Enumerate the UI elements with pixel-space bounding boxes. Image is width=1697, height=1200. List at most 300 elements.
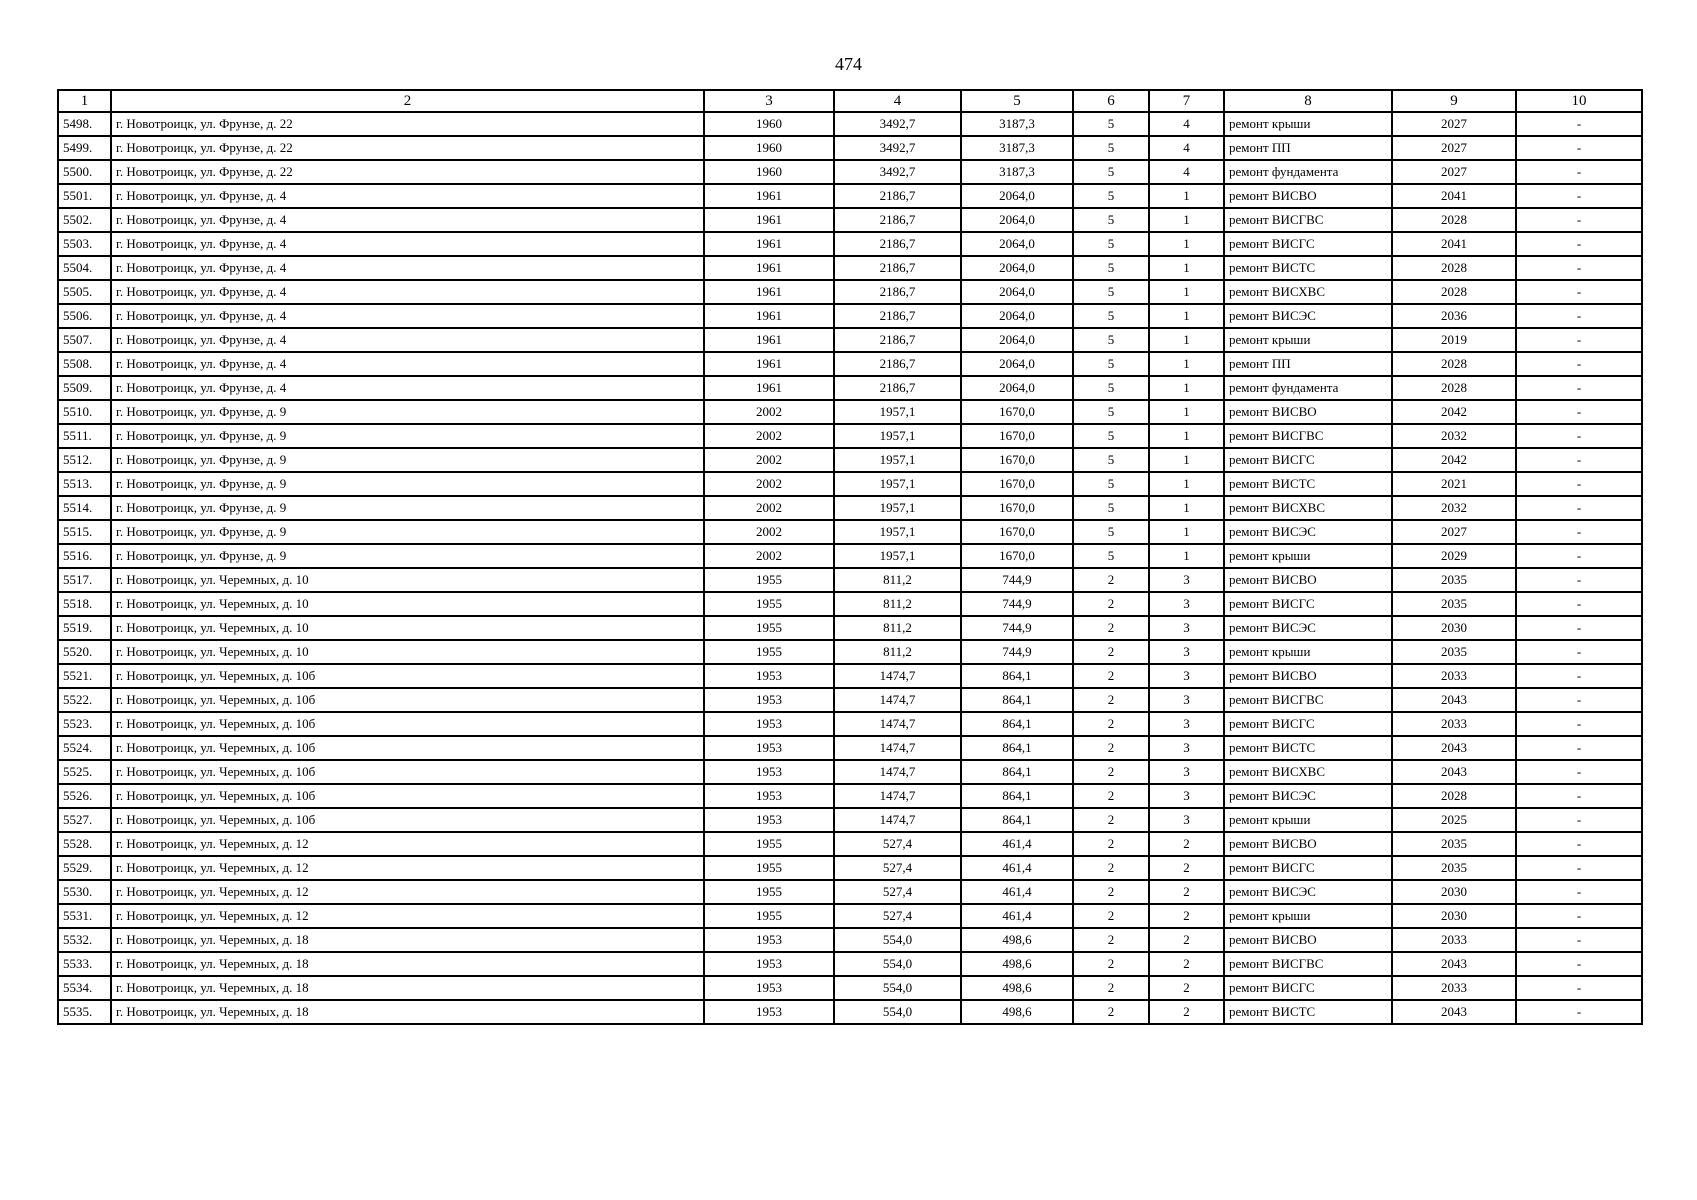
table-row: [58, 808, 1642, 832]
table-row: [58, 112, 1642, 136]
plan-year-cell: 2028: [1392, 280, 1516, 304]
floors-cell: 2: [1073, 1000, 1149, 1024]
table-row: [58, 424, 1642, 448]
row-number-cell: 5518.: [58, 592, 111, 616]
note-cell: -: [1516, 448, 1642, 472]
note-cell: -: [1516, 688, 1642, 712]
total-area-cell: 554,0: [834, 1000, 961, 1024]
total-area-cell: 811,2: [834, 568, 961, 592]
living-area-cell: 2064,0: [961, 208, 1073, 232]
work-type-cell: ремонт ПП: [1224, 352, 1392, 376]
row-number-cell: 5529.: [58, 856, 111, 880]
row-number-cell: 5532.: [58, 928, 111, 952]
page-number: 474: [835, 54, 862, 74]
floors-cell: 2: [1073, 712, 1149, 736]
plan-year-cell: 2042: [1392, 400, 1516, 424]
work-type-cell: ремонт ВИСТС: [1224, 736, 1392, 760]
total-area-cell: 811,2: [834, 640, 961, 664]
plan-year-cell: 2035: [1392, 832, 1516, 856]
year-built-cell: 1961: [704, 256, 834, 280]
year-built-cell: 1953: [704, 784, 834, 808]
row-number-cell: 5510.: [58, 400, 111, 424]
year-built-cell: 1960: [704, 160, 834, 184]
living-area-cell: 2064,0: [961, 376, 1073, 400]
table-row: [58, 952, 1642, 976]
address-cell: г. Новотроицк, ул. Фрунзе, д. 9: [111, 472, 704, 496]
work-type-cell: ремонт ВИСВО: [1224, 664, 1392, 688]
floors-cell: 2: [1073, 760, 1149, 784]
year-built-cell: 1961: [704, 280, 834, 304]
floors-cell: 5: [1073, 376, 1149, 400]
plan-year-cell: 2029: [1392, 544, 1516, 568]
work-type-cell: ремонт крыши: [1224, 328, 1392, 352]
note-cell: -: [1516, 712, 1642, 736]
address-cell: г. Новотроицк, ул. Черемных, д. 18: [111, 928, 704, 952]
plan-year-cell: 2030: [1392, 904, 1516, 928]
floors-cell: 2: [1073, 976, 1149, 1000]
plan-year-cell: 2035: [1392, 568, 1516, 592]
year-built-cell: 1955: [704, 616, 834, 640]
living-area-cell: 461,4: [961, 832, 1073, 856]
floors-cell: 5: [1073, 160, 1149, 184]
note-cell: -: [1516, 160, 1642, 184]
total-area-cell: 1474,7: [834, 664, 961, 688]
total-area-cell: 2186,7: [834, 232, 961, 256]
living-area-cell: 3187,3: [961, 160, 1073, 184]
plan-year-cell: 2021: [1392, 472, 1516, 496]
total-area-cell: 554,0: [834, 928, 961, 952]
entrances-cell: 1: [1149, 448, 1224, 472]
entrances-cell: 3: [1149, 640, 1224, 664]
table-row: [58, 832, 1642, 856]
entrances-cell: 1: [1149, 352, 1224, 376]
table-row: [58, 136, 1642, 160]
address-cell: г. Новотроицк, ул. Фрунзе, д. 9: [111, 448, 704, 472]
living-area-cell: 2064,0: [961, 304, 1073, 328]
note-cell: -: [1516, 472, 1642, 496]
floors-cell: 2: [1073, 808, 1149, 832]
entrances-cell: 1: [1149, 400, 1224, 424]
total-area-cell: 811,2: [834, 592, 961, 616]
floors-cell: 5: [1073, 472, 1149, 496]
total-area-cell: 554,0: [834, 976, 961, 1000]
address-cell: г. Новотроицк, ул. Черемных, д. 12: [111, 856, 704, 880]
table-row: [58, 160, 1642, 184]
address-cell: г. Новотроицк, ул. Фрунзе, д. 4: [111, 352, 704, 376]
work-type-cell: ремонт ВИСЭС: [1224, 880, 1392, 904]
total-area-cell: 2186,7: [834, 304, 961, 328]
floors-cell: 5: [1073, 352, 1149, 376]
floors-cell: 5: [1073, 256, 1149, 280]
year-built-cell: 1955: [704, 832, 834, 856]
plan-year-cell: 2043: [1392, 760, 1516, 784]
year-built-cell: 1955: [704, 904, 834, 928]
year-built-cell: 2002: [704, 424, 834, 448]
living-area-cell: 744,9: [961, 616, 1073, 640]
floors-cell: 5: [1073, 208, 1149, 232]
total-area-cell: 811,2: [834, 616, 961, 640]
year-built-cell: 1953: [704, 736, 834, 760]
table-row: [58, 736, 1642, 760]
entrances-cell: 2: [1149, 832, 1224, 856]
plan-year-cell: 2041: [1392, 232, 1516, 256]
table-row: [58, 400, 1642, 424]
table-row: [58, 664, 1642, 688]
table-row: [58, 448, 1642, 472]
plan-year-cell: 2028: [1392, 256, 1516, 280]
year-built-cell: 1961: [704, 304, 834, 328]
living-area-cell: 744,9: [961, 568, 1073, 592]
living-area-cell: 2064,0: [961, 256, 1073, 280]
living-area-cell: 744,9: [961, 640, 1073, 664]
work-type-cell: ремонт ВИСТС: [1224, 472, 1392, 496]
floors-cell: 2: [1073, 952, 1149, 976]
year-built-cell: 1953: [704, 976, 834, 1000]
plan-year-cell: 2033: [1392, 928, 1516, 952]
total-area-cell: 527,4: [834, 880, 961, 904]
work-type-cell: ремонт ВИСГС: [1224, 232, 1392, 256]
address-cell: г. Новотроицк, ул. Фрунзе, д. 22: [111, 136, 704, 160]
work-type-cell: ремонт ВИСГВС: [1224, 208, 1392, 232]
note-cell: -: [1516, 832, 1642, 856]
table-row: [58, 376, 1642, 400]
row-number-cell: 5513.: [58, 472, 111, 496]
plan-year-cell: 2033: [1392, 976, 1516, 1000]
work-type-cell: ремонт фундамента: [1224, 160, 1392, 184]
row-number-cell: 5522.: [58, 688, 111, 712]
plan-year-cell: 2027: [1392, 520, 1516, 544]
plan-year-cell: 2035: [1392, 856, 1516, 880]
address-cell: г. Новотроицк, ул. Фрунзе, д. 9: [111, 496, 704, 520]
row-number-cell: 5499.: [58, 136, 111, 160]
column-header: 4: [834, 90, 961, 112]
row-number-cell: 5502.: [58, 208, 111, 232]
note-cell: -: [1516, 280, 1642, 304]
total-area-cell: 2186,7: [834, 184, 961, 208]
address-cell: г. Новотроицк, ул. Фрунзе, д. 22: [111, 160, 704, 184]
year-built-cell: 1961: [704, 352, 834, 376]
row-number-cell: 5505.: [58, 280, 111, 304]
floors-cell: 2: [1073, 784, 1149, 808]
row-number-cell: 5533.: [58, 952, 111, 976]
total-area-cell: 1474,7: [834, 760, 961, 784]
living-area-cell: 1670,0: [961, 520, 1073, 544]
address-cell: г. Новотроицк, ул. Фрунзе, д. 9: [111, 400, 704, 424]
plan-year-cell: 2019: [1392, 328, 1516, 352]
row-number-cell: 5504.: [58, 256, 111, 280]
note-cell: -: [1516, 328, 1642, 352]
plan-year-cell: 2041: [1392, 184, 1516, 208]
living-area-cell: 2064,0: [961, 232, 1073, 256]
note-cell: -: [1516, 880, 1642, 904]
entrances-cell: 3: [1149, 664, 1224, 688]
row-number-cell: 5506.: [58, 304, 111, 328]
floors-cell: 2: [1073, 568, 1149, 592]
floors-cell: 5: [1073, 112, 1149, 136]
row-number-cell: 5534.: [58, 976, 111, 1000]
column-header: 6: [1073, 90, 1149, 112]
living-area-cell: 864,1: [961, 712, 1073, 736]
note-cell: -: [1516, 376, 1642, 400]
work-type-cell: ремонт ВИСТС: [1224, 256, 1392, 280]
living-area-cell: 2064,0: [961, 280, 1073, 304]
work-type-cell: ремонт ВИСВО: [1224, 832, 1392, 856]
address-cell: г. Новотроицк, ул. Фрунзе, д. 4: [111, 256, 704, 280]
note-cell: -: [1516, 304, 1642, 328]
living-area-cell: 461,4: [961, 856, 1073, 880]
entrances-cell: 1: [1149, 304, 1224, 328]
column-header: 1: [58, 90, 111, 112]
living-area-cell: 864,1: [961, 808, 1073, 832]
total-area-cell: 527,4: [834, 856, 961, 880]
floors-cell: 2: [1073, 616, 1149, 640]
address-cell: г. Новотроицк, ул. Черемных, д. 12: [111, 832, 704, 856]
floors-cell: 2: [1073, 904, 1149, 928]
table-row: [58, 568, 1642, 592]
floors-cell: 5: [1073, 304, 1149, 328]
table-row: [58, 784, 1642, 808]
living-area-cell: 1670,0: [961, 448, 1073, 472]
row-number-cell: 5524.: [58, 736, 111, 760]
entrances-cell: 4: [1149, 136, 1224, 160]
row-number-cell: 5519.: [58, 616, 111, 640]
total-area-cell: 527,4: [834, 832, 961, 856]
note-cell: -: [1516, 568, 1642, 592]
row-number-cell: 5525.: [58, 760, 111, 784]
entrances-cell: 2: [1149, 928, 1224, 952]
address-cell: г. Новотроицк, ул. Фрунзе, д. 9: [111, 520, 704, 544]
floors-cell: 2: [1073, 832, 1149, 856]
year-built-cell: 1955: [704, 856, 834, 880]
note-cell: -: [1516, 256, 1642, 280]
note-cell: -: [1516, 520, 1642, 544]
address-cell: г. Новотроицк, ул. Черемных, д. 10: [111, 640, 704, 664]
year-built-cell: 1953: [704, 760, 834, 784]
entrances-cell: 1: [1149, 424, 1224, 448]
living-area-cell: 864,1: [961, 664, 1073, 688]
floors-cell: 5: [1073, 448, 1149, 472]
address-cell: г. Новотроицк, ул. Фрунзе, д. 9: [111, 544, 704, 568]
table-row: [58, 544, 1642, 568]
table-row: [58, 592, 1642, 616]
row-number-cell: 5530.: [58, 880, 111, 904]
total-area-cell: 1957,1: [834, 424, 961, 448]
plan-year-cell: 2030: [1392, 880, 1516, 904]
year-built-cell: 1955: [704, 640, 834, 664]
work-type-cell: ремонт крыши: [1224, 904, 1392, 928]
address-cell: г. Новотроицк, ул. Фрунзе, д. 4: [111, 208, 704, 232]
entrances-cell: 1: [1149, 232, 1224, 256]
table-body: [58, 112, 1642, 1024]
total-area-cell: 554,0: [834, 952, 961, 976]
work-type-cell: ремонт ВИСХВС: [1224, 760, 1392, 784]
address-cell: г. Новотроицк, ул. Фрунзе, д. 9: [111, 424, 704, 448]
row-number-cell: 5523.: [58, 712, 111, 736]
table-row: [58, 928, 1642, 952]
total-area-cell: 3492,7: [834, 112, 961, 136]
plan-year-cell: 2028: [1392, 784, 1516, 808]
table-row: [58, 184, 1642, 208]
address-cell: г. Новотроицк, ул. Черемных, д. 10б: [111, 760, 704, 784]
plan-year-cell: 2035: [1392, 592, 1516, 616]
floors-cell: 2: [1073, 664, 1149, 688]
living-area-cell: 498,6: [961, 976, 1073, 1000]
work-type-cell: ремонт ВИСГВС: [1224, 424, 1392, 448]
row-number-cell: 5507.: [58, 328, 111, 352]
plan-year-cell: 2027: [1392, 112, 1516, 136]
plan-year-cell: 2030: [1392, 616, 1516, 640]
plan-year-cell: 2043: [1392, 952, 1516, 976]
living-area-cell: 498,6: [961, 952, 1073, 976]
plan-year-cell: 2027: [1392, 136, 1516, 160]
total-area-cell: 1474,7: [834, 688, 961, 712]
total-area-cell: 1474,7: [834, 808, 961, 832]
entrances-cell: 3: [1149, 688, 1224, 712]
work-type-cell: ремонт ВИСГС: [1224, 856, 1392, 880]
plan-year-cell: 2042: [1392, 448, 1516, 472]
living-area-cell: 1670,0: [961, 424, 1073, 448]
floors-cell: 2: [1073, 736, 1149, 760]
living-area-cell: 2064,0: [961, 184, 1073, 208]
note-cell: -: [1516, 904, 1642, 928]
table-row: [58, 640, 1642, 664]
table-row: [58, 328, 1642, 352]
plan-year-cell: 2033: [1392, 712, 1516, 736]
row-number-cell: 5508.: [58, 352, 111, 376]
entrances-cell: 2: [1149, 856, 1224, 880]
year-built-cell: 1953: [704, 664, 834, 688]
address-cell: г. Новотроицк, ул. Черемных, д. 12: [111, 904, 704, 928]
address-cell: г. Новотроицк, ул. Черемных, д. 10б: [111, 736, 704, 760]
year-built-cell: 2002: [704, 448, 834, 472]
note-cell: -: [1516, 208, 1642, 232]
row-number-cell: 5511.: [58, 424, 111, 448]
address-cell: г. Новотроицк, ул. Черемных, д. 10б: [111, 664, 704, 688]
note-cell: -: [1516, 424, 1642, 448]
year-built-cell: 1961: [704, 328, 834, 352]
address-cell: г. Новотроицк, ул. Фрунзе, д. 4: [111, 376, 704, 400]
column-header: 5: [961, 90, 1073, 112]
address-cell: г. Новотроицк, ул. Черемных, д. 10: [111, 592, 704, 616]
note-cell: -: [1516, 184, 1642, 208]
living-area-cell: 864,1: [961, 736, 1073, 760]
work-type-cell: ремонт ВИСГВС: [1224, 952, 1392, 976]
total-area-cell: 2186,7: [834, 328, 961, 352]
living-area-cell: 498,6: [961, 928, 1073, 952]
living-area-cell: 2064,0: [961, 328, 1073, 352]
work-type-cell: ремонт ВИСГВС: [1224, 688, 1392, 712]
living-area-cell: 1670,0: [961, 496, 1073, 520]
year-built-cell: 2002: [704, 520, 834, 544]
note-cell: -: [1516, 400, 1642, 424]
entrances-cell: 3: [1149, 592, 1224, 616]
column-header: 7: [1149, 90, 1224, 112]
table-row: [58, 496, 1642, 520]
note-cell: -: [1516, 1000, 1642, 1024]
floors-cell: 5: [1073, 496, 1149, 520]
work-type-cell: ремонт ВИСВО: [1224, 928, 1392, 952]
repair-schedule-table: [57, 89, 1643, 1025]
note-cell: -: [1516, 808, 1642, 832]
row-number-cell: 5526.: [58, 784, 111, 808]
plan-year-cell: 2043: [1392, 688, 1516, 712]
row-number-cell: 5535.: [58, 1000, 111, 1024]
row-number-cell: 5520.: [58, 640, 111, 664]
living-area-cell: 461,4: [961, 880, 1073, 904]
plan-year-cell: 2028: [1392, 376, 1516, 400]
floors-cell: 5: [1073, 280, 1149, 304]
year-built-cell: 1955: [704, 592, 834, 616]
total-area-cell: 1957,1: [834, 544, 961, 568]
floors-cell: 2: [1073, 592, 1149, 616]
work-type-cell: ремонт ВИСЭС: [1224, 784, 1392, 808]
living-area-cell: 1670,0: [961, 544, 1073, 568]
address-cell: г. Новотроицк, ул. Черемных, д. 18: [111, 952, 704, 976]
column-header: 2: [111, 90, 704, 112]
address-cell: г. Новотроицк, ул. Фрунзе, д. 22: [111, 112, 704, 136]
floors-cell: 5: [1073, 520, 1149, 544]
plan-year-cell: 2025: [1392, 808, 1516, 832]
year-built-cell: 1953: [704, 712, 834, 736]
work-type-cell: ремонт ВИСГС: [1224, 592, 1392, 616]
row-number-cell: 5531.: [58, 904, 111, 928]
table-row: [58, 1000, 1642, 1024]
row-number-cell: 5501.: [58, 184, 111, 208]
floors-cell: 5: [1073, 424, 1149, 448]
total-area-cell: 1474,7: [834, 712, 961, 736]
address-cell: г. Новотроицк, ул. Фрунзе, д. 4: [111, 328, 704, 352]
entrances-cell: 3: [1149, 784, 1224, 808]
living-area-cell: 864,1: [961, 784, 1073, 808]
total-area-cell: 2186,7: [834, 208, 961, 232]
entrances-cell: 1: [1149, 496, 1224, 520]
floors-cell: 5: [1073, 544, 1149, 568]
year-built-cell: 1961: [704, 232, 834, 256]
living-area-cell: 744,9: [961, 592, 1073, 616]
note-cell: -: [1516, 928, 1642, 952]
entrances-cell: 1: [1149, 376, 1224, 400]
column-header: 10: [1516, 90, 1642, 112]
floors-cell: 5: [1073, 328, 1149, 352]
table-row: [58, 976, 1642, 1000]
floors-cell: 2: [1073, 856, 1149, 880]
work-type-cell: ремонт ВИСХВС: [1224, 280, 1392, 304]
entrances-cell: 1: [1149, 544, 1224, 568]
total-area-cell: 1957,1: [834, 520, 961, 544]
table-row: [58, 208, 1642, 232]
row-number-cell: 5528.: [58, 832, 111, 856]
year-built-cell: 1961: [704, 376, 834, 400]
total-area-cell: 1957,1: [834, 496, 961, 520]
floors-cell: 2: [1073, 688, 1149, 712]
total-area-cell: 1957,1: [834, 448, 961, 472]
year-built-cell: 1960: [704, 136, 834, 160]
year-built-cell: 1953: [704, 952, 834, 976]
work-type-cell: ремонт крыши: [1224, 544, 1392, 568]
living-area-cell: 461,4: [961, 904, 1073, 928]
note-cell: -: [1516, 136, 1642, 160]
work-type-cell: ремонт ВИСГС: [1224, 712, 1392, 736]
living-area-cell: 498,6: [961, 1000, 1073, 1024]
total-area-cell: 3492,7: [834, 160, 961, 184]
note-cell: -: [1516, 112, 1642, 136]
row-number-cell: 5517.: [58, 568, 111, 592]
entrances-cell: 3: [1149, 736, 1224, 760]
entrances-cell: 4: [1149, 112, 1224, 136]
work-type-cell: ремонт ВИСЭС: [1224, 616, 1392, 640]
note-cell: -: [1516, 664, 1642, 688]
total-area-cell: 3492,7: [834, 136, 961, 160]
